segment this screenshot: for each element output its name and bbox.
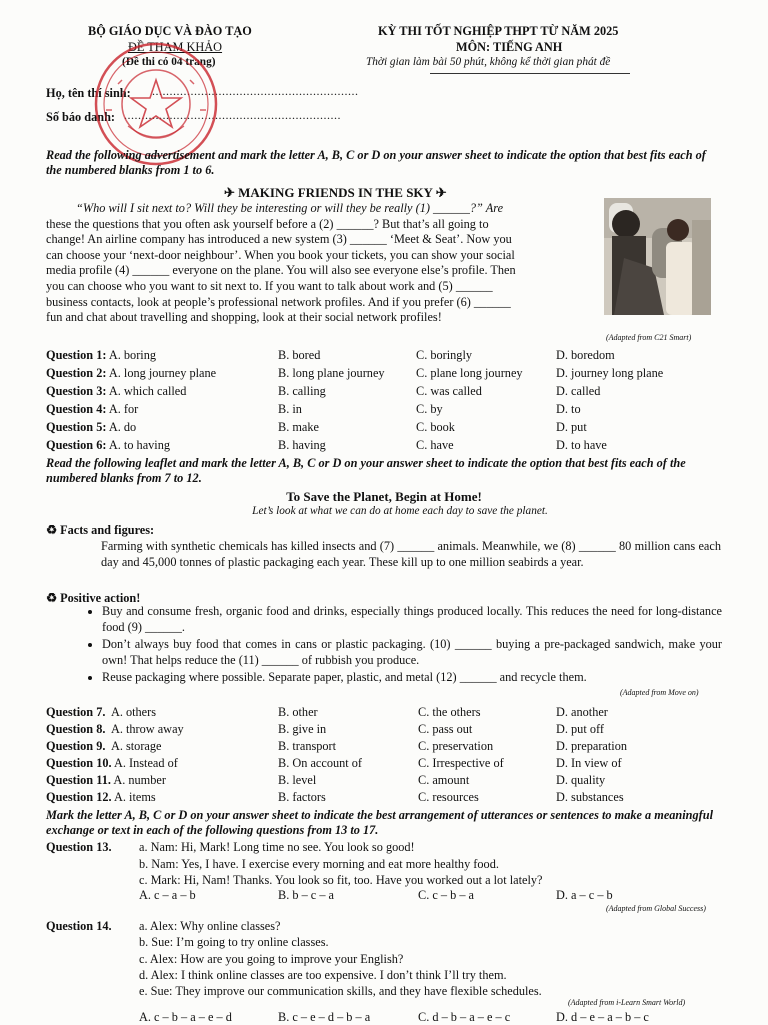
option-c[interactable]: C. plane long journey [416, 366, 523, 380]
action-item: • Buy and consume fresh, organic food and drinks, especially things produced locally. This reduces the need for long-distance food (9) ______. [102, 604, 722, 635]
question-row [46, 438, 170, 453]
header-divider [430, 73, 630, 74]
option-d[interactable]: D. preparation [556, 739, 628, 753]
question-label: Question 8. [46, 722, 106, 736]
question-row [46, 402, 138, 417]
ministry-name: BỘ GIÁO DỤC VÀ ĐÀO TẠO [88, 24, 252, 38]
option-b[interactable]: B. in [278, 402, 302, 416]
facts-text: Farming with synthetic chemicals has killed insects and (7) ______ animals. Meanwhile, we (8) ______ 80 million cans each day and 45,000 tonnes of plastic packaging each year. These kill up to one million seabirds a year. [101, 539, 721, 569]
question-row [46, 722, 184, 737]
option-b[interactable]: B. bored [278, 348, 321, 362]
option-a[interactable]: A. items [114, 790, 156, 804]
option-b[interactable]: B. long plane journey [278, 366, 385, 380]
utterance-line: c. Alex: How are you going to improve your English? [139, 951, 404, 966]
advertisement-passage [46, 201, 588, 326]
option-c[interactable]: C. by [416, 402, 443, 416]
candidate-name-label: Họ, tên thí sinh: [46, 86, 131, 100]
page-count: (Đề thi có 04 trang) [122, 56, 216, 68]
utterance-line: e. Sue: They improve our communication skills, and they have flexible schedules. [139, 984, 542, 999]
question-label: Question 11. [46, 773, 111, 787]
part1-title: ✈ MAKING FRIENDS IN THE SKY ✈ [224, 185, 447, 200]
passage-line: can choose your ‘next-door neighbour’. When you book your tickets, you can show your social [46, 247, 515, 262]
passage-line: business contacts, look at people’s professional network profiles. And if you prefer (6) ______ [46, 294, 511, 309]
utterance-line: d. Alex: I think online classes are too expensive. I don’t think I’ll try them. [139, 967, 507, 982]
option-a[interactable]: A. throw away [110, 722, 184, 736]
option-d[interactable]: D. boredom [556, 348, 615, 362]
option-d[interactable]: D. quality [556, 773, 606, 787]
question-row [46, 348, 156, 363]
option-d[interactable]: D. In view of [556, 756, 622, 770]
option-d[interactable]: D. another [556, 705, 608, 719]
option-b[interactable]: B. c – e – d – b – a [278, 1010, 371, 1024]
option-d[interactable]: D. substances [556, 790, 624, 804]
option-a[interactable]: A. boring [108, 348, 157, 362]
utterance-line: b. Nam: Yes, I have. I exercise every morning and eat more healthy food. [139, 856, 499, 871]
action-item: • Don’t always buy food that comes in cans or plastic packaging. (10) ______ buying a pre-packaged sandwich, make your own! That helps reduce the (11) ______ of rubbish you produce. [102, 637, 722, 668]
option-a[interactable]: A. for [108, 402, 139, 416]
question-14-source: (Adapted from i-Learn Smart World) [568, 998, 686, 1007]
option-c[interactable]: C. resources [418, 790, 479, 804]
option-b[interactable]: B. having [278, 438, 326, 452]
option-b[interactable]: B. On account of [278, 756, 363, 770]
utterance-line: b. Sue: I’m going to try online classes. [139, 935, 329, 950]
question-row [46, 756, 178, 771]
candidate-id-dots: .............................................................. [124, 108, 341, 122]
leaflet-title: To Save the Planet, Begin at Home! [286, 489, 482, 504]
action-item: • Reuse packaging where possible. Separate paper, plastic, and metal (12) ______ and recycle them. [102, 670, 722, 686]
question-label: Question 5: [46, 420, 107, 434]
leaflet-subtitle: Let’s look at what we can do at home each day to save the planet. [252, 505, 548, 517]
part1-source: (Adapted from C21 Smart) [606, 333, 692, 342]
question-row [46, 773, 166, 788]
question-14-lines [139, 918, 542, 999]
option-b[interactable]: B. other [278, 705, 318, 719]
action-list [82, 604, 722, 688]
option-a[interactable]: A. long journey plane [108, 366, 217, 380]
option-c[interactable]: C. pass out [418, 722, 473, 736]
option-c[interactable]: C. boringly [416, 348, 473, 362]
question-13-label: Question 13. [46, 840, 112, 854]
part3-instruction: Mark the letter A, B, C or D on your answer sheet to indicate the best arrangement of utterances or sentences to make a meaningful exchange or text in each of the following questions from 13 to 17. [46, 808, 714, 837]
option-c[interactable]: C. c – b – a [418, 888, 475, 902]
question-13-source: (Adapted from Global Success) [606, 904, 706, 913]
option-c[interactable]: C. the others [418, 705, 481, 719]
question-label: Question 9. [46, 739, 106, 753]
option-c[interactable]: C. amount [418, 773, 470, 787]
option-d[interactable]: D. to have [556, 438, 607, 452]
question-label: Question 2: [46, 366, 107, 380]
utterance-line: c. Mark: Hi, Nam! Thanks. You look so fit, too. Have you worked out a lot lately? [139, 873, 543, 887]
question-row [46, 739, 161, 754]
option-c[interactable]: C. preservation [418, 739, 494, 753]
question-14-label: Question 14. [46, 919, 112, 933]
passage-line: “Who will I sit next to? Will they be interesting or will they be really (1) ______?” Are [76, 201, 504, 215]
option-b[interactable]: B. factors [278, 790, 326, 804]
question-row [46, 790, 156, 805]
option-b[interactable]: B. make [278, 420, 319, 434]
airplane-passengers-photo [604, 198, 711, 315]
option-a[interactable]: A. do [108, 420, 137, 434]
question-label: Question 3: [46, 384, 107, 398]
option-c[interactable]: C. have [416, 438, 454, 452]
option-a[interactable]: A. which called [108, 384, 187, 398]
option-d[interactable]: D. journey long plane [556, 366, 664, 380]
option-d[interactable]: D. to [556, 402, 581, 416]
question-label: Question 1: [46, 348, 107, 362]
option-b[interactable]: B. calling [278, 384, 326, 398]
option-c[interactable]: C. book [416, 420, 455, 434]
option-d[interactable]: D. a – c – b [556, 888, 613, 902]
part1-instruction: Read the following advertisement and mark the letter A, B, C or D on your answer sheet to indicate the option that best fits each of the numbered blanks from 1 to 6. [46, 148, 706, 177]
option-d[interactable]: D. put off [556, 722, 604, 736]
option-c[interactable]: C. d – b – a – e – c [418, 1010, 511, 1024]
question-row [46, 420, 136, 435]
utterance-line: a. Nam: Hi, Mark! Long time no see. You look so good! [139, 840, 415, 854]
option-a[interactable]: A. c – b – a – e – d [139, 1010, 232, 1024]
option-a[interactable]: A. Instead of [114, 756, 178, 770]
question-row [46, 366, 216, 381]
candidate-id-label: Số báo danh: [46, 110, 116, 124]
passage-line: you can choose who you want to sit next to. If you want to talk about work and (5) ______ [46, 278, 493, 293]
option-c[interactable]: C. Irrespective of [418, 756, 504, 770]
option-a[interactable]: A. to having [108, 438, 171, 452]
passage-line: these the questions that you often ask yourself before a (2) ______? But that’s all going to [46, 216, 489, 231]
option-a[interactable]: A. number [113, 773, 166, 787]
option-b[interactable]: B. b – c – a [278, 888, 335, 902]
question-label: Question 12. [46, 790, 112, 804]
sample-label: ĐỀ THAM KHẢO [128, 40, 223, 54]
question-label: Question 7. [46, 705, 106, 719]
utterance-line: a. Alex: Why online classes? [139, 919, 281, 933]
question-row [46, 384, 186, 399]
option-b[interactable]: B. transport [278, 739, 337, 753]
subject-label: MÔN: TIẾNG ANH [456, 40, 563, 54]
passage-line: change! An airline company has introduced a new system (3) ______ ‘Meet & Seat’. Now you [46, 232, 512, 247]
time-label: Thời gian làm bài 50 phút, không kể thời gian phát đề [366, 56, 611, 68]
exam-title: KỲ THI TỐT NGHIỆP THPT TỪ NĂM 2025 [378, 24, 619, 38]
positive-action-heading: ♻ Positive action! [46, 591, 141, 605]
option-b[interactable]: B. level [278, 773, 317, 787]
option-d[interactable]: D. called [556, 384, 601, 398]
option-a[interactable]: A. others [110, 705, 157, 719]
question-label: Question 6: [46, 438, 107, 452]
part2-instruction: Read the following leaflet and mark the letter A, B, C or D on your answer sheet to indicate the option that best fits each of the numbered blanks from 7 to 12. [46, 456, 686, 485]
option-a[interactable]: A. c – a – b [139, 888, 196, 902]
option-a[interactable]: A. storage [110, 739, 162, 753]
option-d[interactable]: D. d – e – a – b – c [556, 1010, 649, 1024]
facts-heading: ♻ Facts and figures: [46, 523, 155, 537]
question-row [46, 705, 156, 720]
option-d[interactable]: D. put [556, 420, 587, 434]
option-c[interactable]: C. was called [416, 384, 482, 398]
question-13-lines [139, 839, 542, 889]
question-label: Question 4: [46, 402, 107, 416]
option-b[interactable]: B. give in [278, 722, 327, 736]
question-label: Question 10. [46, 756, 112, 770]
passage-line: media profile (4) ______ everyone on the plane. You will also see everyone else’s profile. Then [46, 263, 516, 278]
passage-line: fun and chat about travelling and shopping, look at their social network profiles! [46, 310, 442, 325]
candidate-name-dots: ........................................................... [152, 84, 359, 98]
part2-source: (Adapted from Move on) [620, 688, 699, 697]
